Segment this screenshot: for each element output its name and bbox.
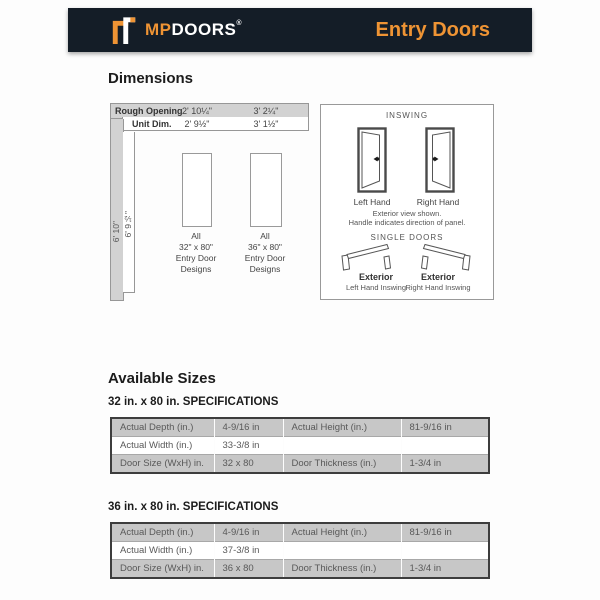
spec-value: 33-3/8 in [214,437,283,455]
right-hand-inswing-plan-icon [417,243,473,273]
unit-dim-width-36: 3' 1½" [253,119,279,129]
spec-value: 81-9/16 in [401,523,489,542]
caption-line: Designs [180,264,212,275]
spec-value: 36 x 80 [214,560,283,579]
spec-label: Actual Depth (in.) [111,418,214,437]
spec-value: 4-9/16 in [214,523,283,542]
spec-label: Actual Width (in.) [111,437,214,455]
spec-value [401,437,489,455]
spec-label: Actual Height (in.) [283,418,401,437]
unit-dim-label: Unit Dim. [132,119,172,129]
spec-table-36 [110,522,490,579]
spec-value [401,542,489,560]
available-sizes-heading: Available Sizes [108,370,216,387]
dimensions-heading: Dimensions [108,70,194,87]
header-bar [68,8,532,52]
spec-value: 4-9/16 in [214,418,283,437]
spec-32-title: 32 in. x 80 in. SPECIFICATIONS [108,396,279,408]
table-row [111,523,489,542]
mpdoors-logo-icon [110,16,138,44]
rough-opening-height: 6' 10" [111,221,121,243]
caption-line: All [191,231,201,241]
door-outline-36 [250,153,282,227]
handle-direction-note: Handle indicates direction of panel. [348,218,466,227]
spec-value: 37-3/8 in [214,542,283,560]
brand-doors: DOORS [171,20,237,39]
rough-opening-label: Rough Opening [115,106,183,116]
exterior-right-label: Exterior [420,272,455,282]
brand-name [145,20,242,40]
spec-label: Door Thickness (in.) [283,455,401,474]
spec-label: Actual Width (in.) [111,542,214,560]
registered-mark: ® [236,20,243,27]
unit-dim-row [122,117,309,131]
table-row [111,560,489,579]
unit-dim-width-32: 2' 9½" [184,119,210,129]
door-outline-32 [182,153,212,227]
table-row [111,542,489,560]
spec-label: Door Size (WxH) in. [111,560,214,579]
single-doors-title: SINGLE DOORS [370,233,444,242]
spec-label: Actual Depth (in.) [111,523,214,542]
table-row [111,418,489,437]
inswing-title: INSWING [385,111,429,120]
spec-value: 1-3/4 in [401,560,489,579]
exterior-view-note: Exterior view shown. [372,209,442,218]
table-row [111,437,489,455]
caption-line: Entry Door [244,253,286,264]
left-hand-inswing-plan-icon [339,243,395,273]
spec-value: 1-3/4 in [401,455,489,474]
brand-logo [110,16,242,44]
spec-value: 32 x 80 [214,455,283,474]
spec-table-32 [110,417,490,474]
caption-line: Designs [249,264,281,275]
door-caption-32 [161,231,231,275]
page-title: Entry Doors [375,18,490,41]
dimensions-diagram [110,103,310,303]
left-hand-door-icon [357,127,387,193]
rough-opening-width-36: 3' 2¼" [253,106,279,116]
spec-label: Actual Height (in.) [283,523,401,542]
spec-label: Door Thickness (in.) [283,560,401,579]
rough-opening-width-32: 2' 10¼" [182,106,212,116]
unit-dim-height: 6' 9½" [123,211,133,238]
spec-label [283,542,401,560]
door-caption-36 [230,231,300,275]
brand-mp: MP [145,20,172,39]
right-hand-label: Right Hand [416,197,460,207]
spec-label: Door Size (WxH) in. [111,455,214,474]
spec-36-title: 36 in. x 80 in. SPECIFICATIONS [108,501,279,513]
caption-line: Entry Door [175,253,217,264]
left-hand-inswing-label: Left Hand Inswing [345,283,407,292]
exterior-left-label: Exterior [358,272,393,282]
left-hand-label: Left Hand [353,197,391,207]
spec-label [283,437,401,455]
caption-line: 36" x 80" [248,242,282,253]
table-row [111,455,489,474]
right-hand-door-icon [425,127,455,193]
spec-value: 81-9/16 in [401,418,489,437]
rough-opening-height-band [110,119,124,301]
inswing-diagram-panel [320,104,494,300]
right-hand-inswing-label: Right Hand Inswing [405,283,471,292]
caption-line: 32" x 80" [179,242,213,253]
caption-line: All [260,231,270,241]
